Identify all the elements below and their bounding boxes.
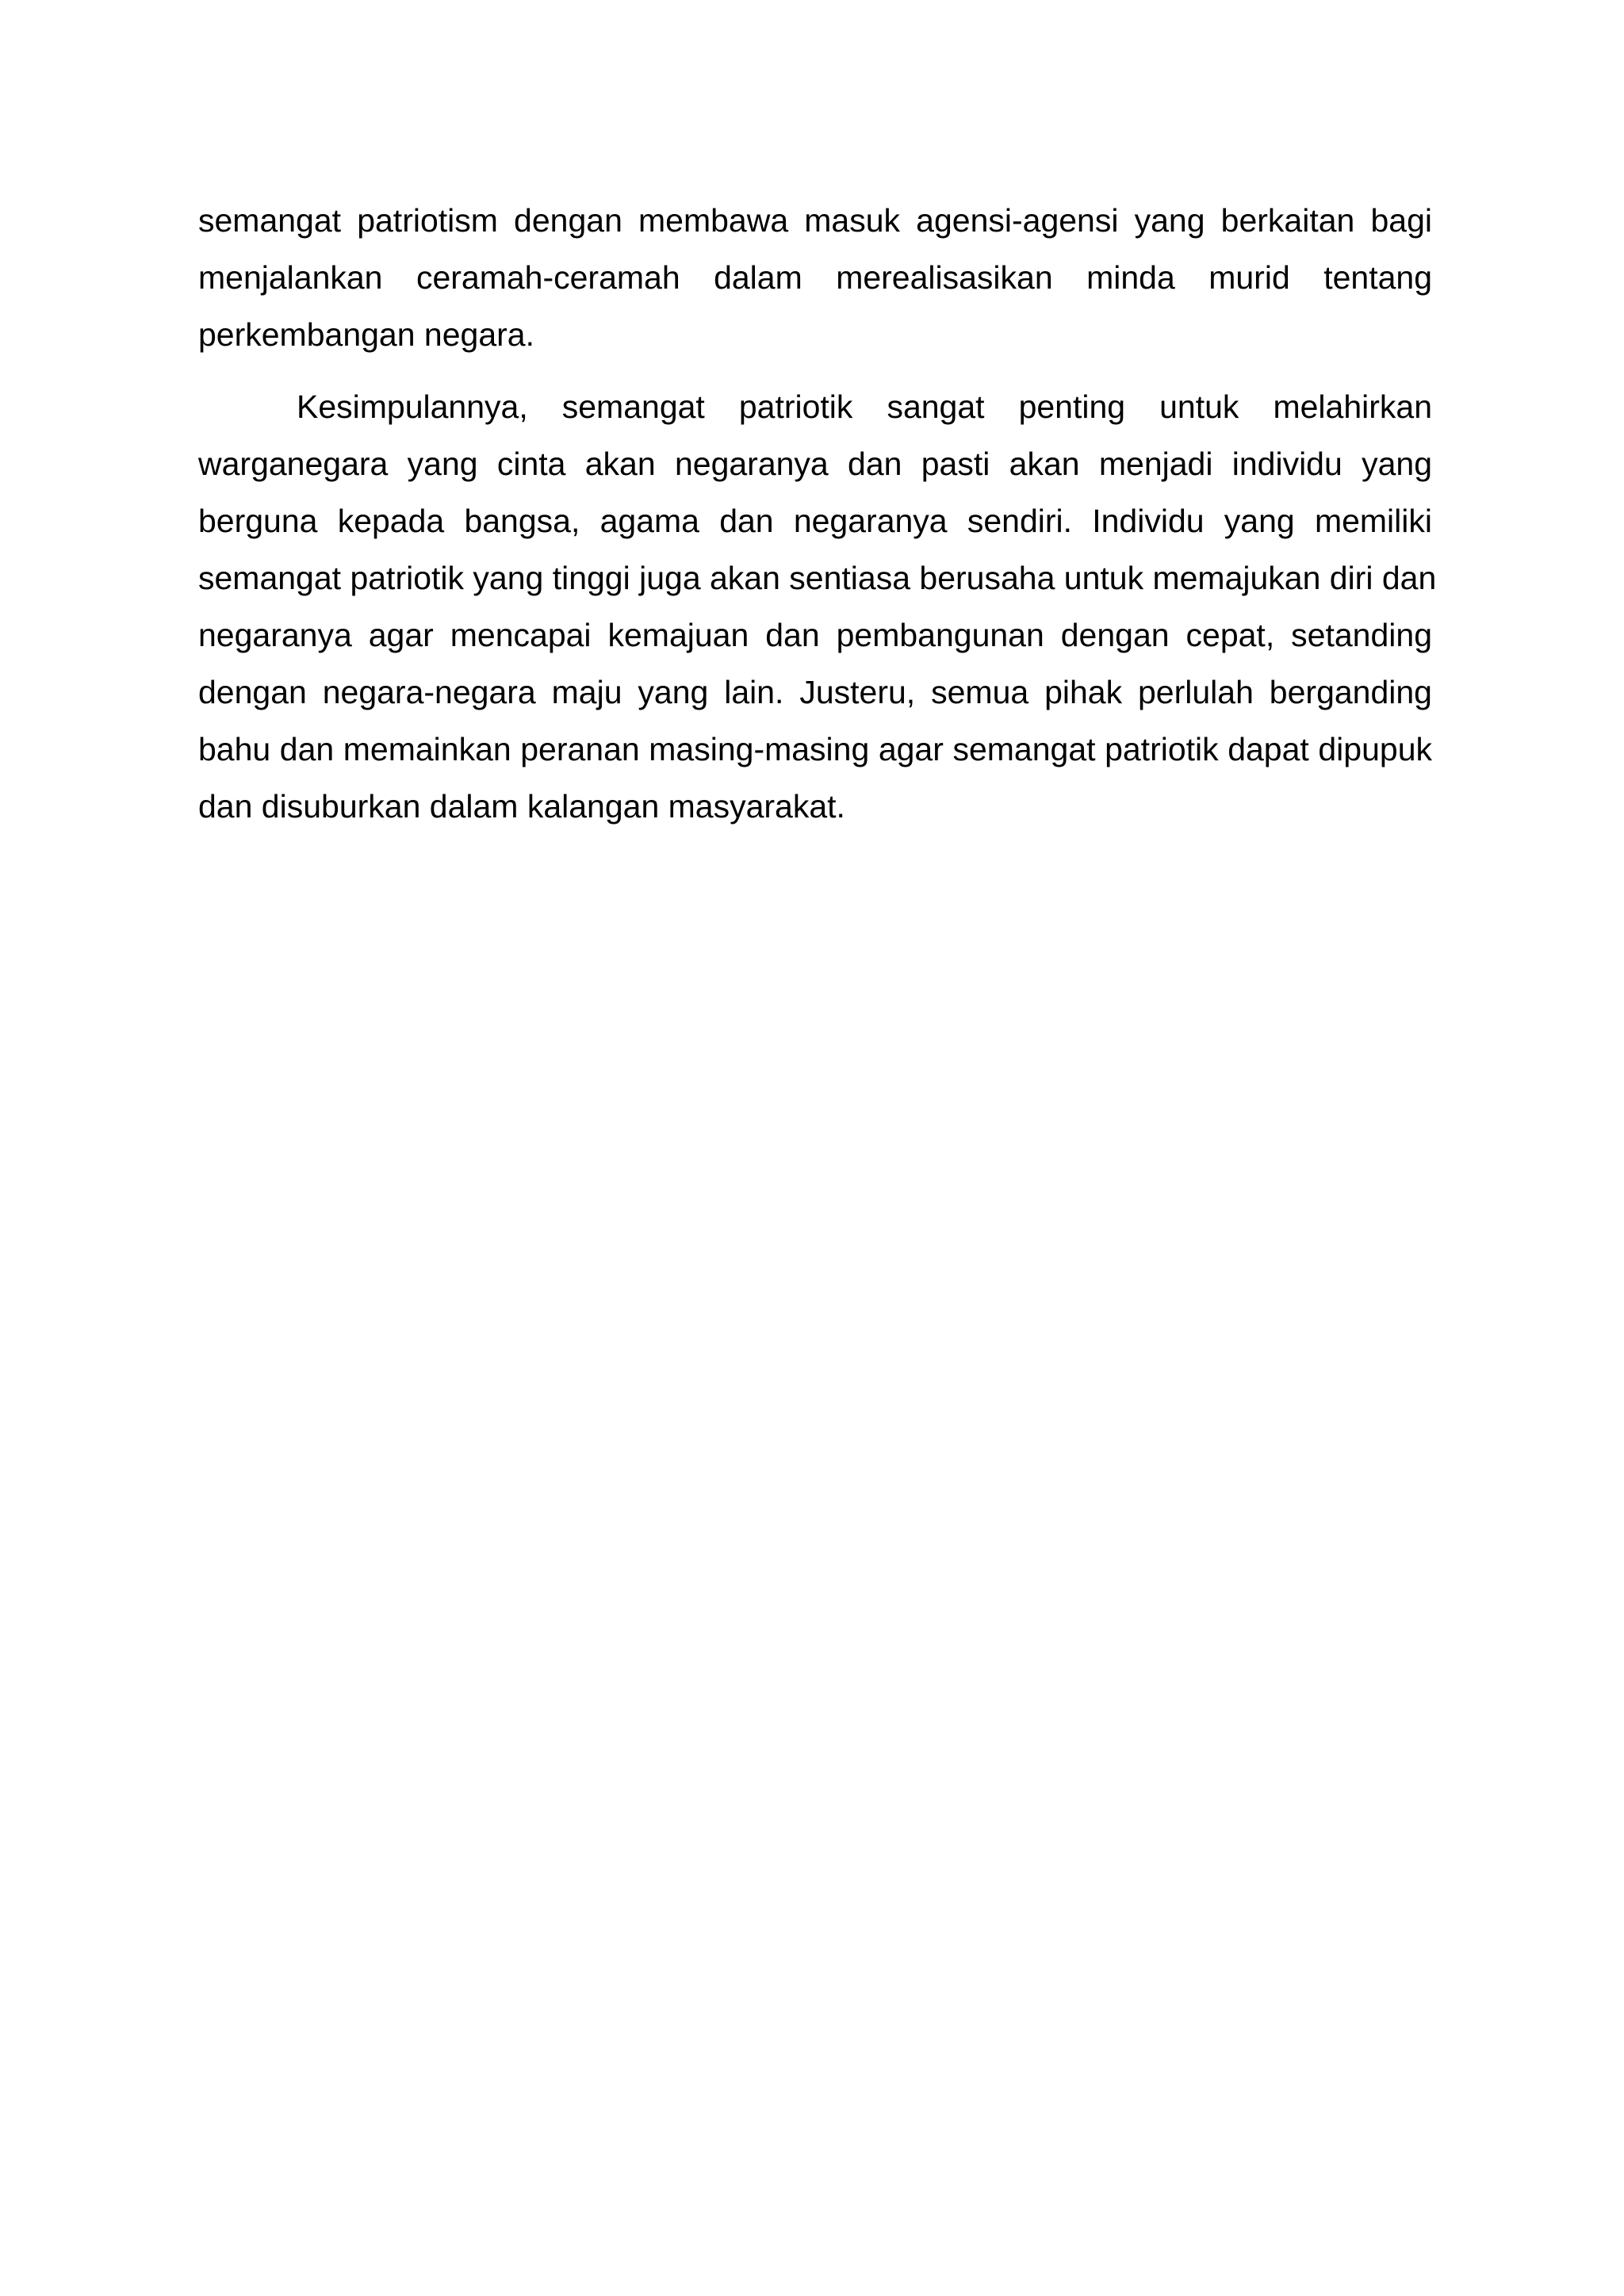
text-line: semangat patriotik yang tinggi juga akan sentiasa berusaha untuk memajukan diri dan <box>198 560 1437 596</box>
paragraph-continuation <box>198 192 1432 363</box>
body-text <box>198 192 1437 835</box>
text-line: semangat patriotism dengan membawa masuk agensi-agensi yang berkaitan bagi <box>198 202 1432 239</box>
paragraph-conclusion <box>198 378 1437 835</box>
text-line: perkembangan negara. <box>198 316 534 353</box>
text-line: berguna kepada bangsa, agama dan negaranya sendiri. Individu yang memiliki <box>198 503 1432 539</box>
text-line: negaranya agar mencapai kemajuan dan pembangunan dengan cepat, setanding <box>198 617 1432 653</box>
text-line: warganegara yang cinta akan negaranya dan pasti akan menjadi individu yang <box>198 446 1432 482</box>
text-line: Kesimpulannya, semangat patriotik sangat penting untuk melahirkan <box>297 388 1432 425</box>
text-line: bahu dan memainkan peranan masing-masing agar semangat patriotik dapat dipupuk <box>198 731 1432 767</box>
text-line: menjalankan ceramah-ceramah dalam merealisasikan minda murid tentang <box>198 259 1432 296</box>
text-line: dengan negara-negara maju yang lain. Justeru, semua pihak perlulah berganding <box>198 674 1432 710</box>
text-line: dan disuburkan dalam kalangan masyarakat. <box>198 788 845 825</box>
